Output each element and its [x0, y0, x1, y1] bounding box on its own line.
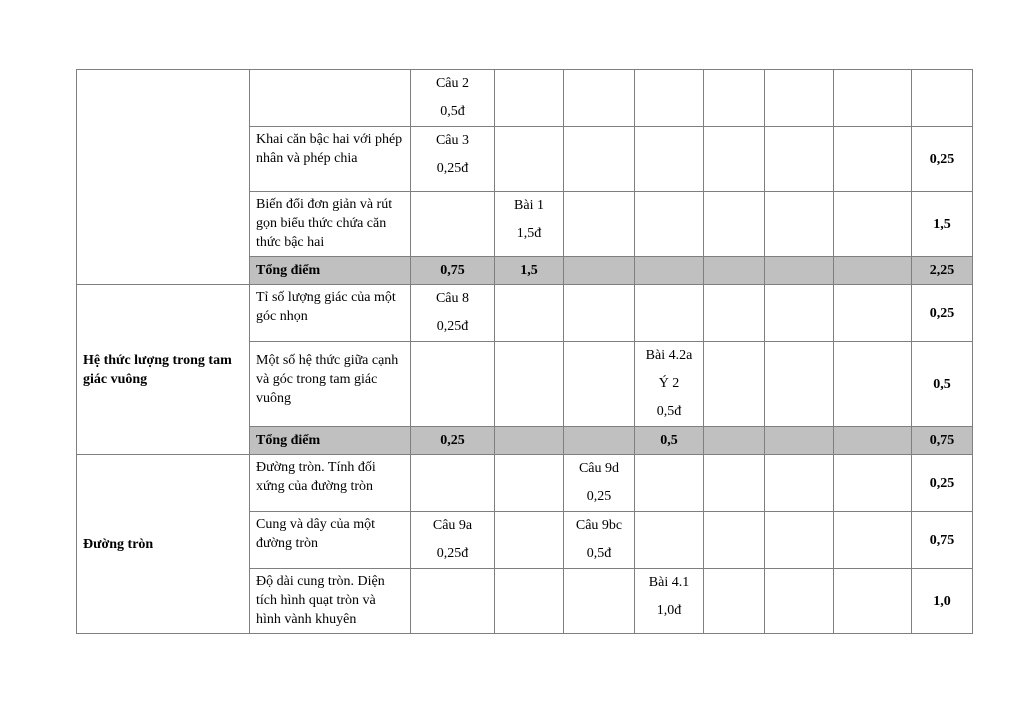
empty-cell — [834, 512, 912, 569]
empty-cell — [564, 70, 635, 127]
empty-cell — [834, 285, 912, 342]
question-points: 0,25 — [586, 489, 612, 504]
sum-label: Tổng điểm — [250, 427, 411, 455]
empty-cell — [834, 127, 912, 192]
empty-cell — [765, 427, 834, 455]
empty-cell — [765, 342, 834, 427]
empty-cell — [495, 512, 564, 569]
row-total: 1,0 — [912, 569, 973, 634]
empty-cell — [765, 127, 834, 192]
empty-cell — [765, 70, 834, 127]
question-cell — [564, 455, 635, 512]
empty-cell — [704, 192, 765, 257]
empty-cell — [704, 257, 765, 285]
empty-cell — [635, 512, 704, 569]
empty-cell — [834, 455, 912, 512]
question-label: Câu 9bc — [575, 518, 623, 533]
empty-cell — [564, 192, 635, 257]
question-label: Câu 8 — [435, 291, 470, 306]
empty-cell — [765, 285, 834, 342]
question-points: 1,5đ — [516, 226, 542, 241]
empty-cell — [564, 342, 635, 427]
empty-cell — [495, 569, 564, 634]
question-points: 0,25đ — [436, 161, 469, 176]
row-total: 0,75 — [912, 512, 973, 569]
topic-cell: Biến đổi đơn giản và rút gọn biểu thức chứa căn thức bậc hai — [250, 192, 411, 257]
sum-value — [495, 427, 564, 455]
sum-value: 1,5 — [495, 257, 564, 285]
empty-cell — [495, 127, 564, 192]
question-cell — [411, 70, 495, 127]
empty-cell — [495, 70, 564, 127]
sum-value — [635, 257, 704, 285]
empty-cell — [834, 192, 912, 257]
question-cell — [411, 512, 495, 569]
empty-cell — [765, 455, 834, 512]
empty-cell — [704, 285, 765, 342]
group-label — [77, 70, 250, 285]
question-points: 0,5đ — [586, 546, 612, 561]
group-label: Đường tròn — [77, 455, 250, 634]
empty-cell — [704, 512, 765, 569]
topic-cell: Độ dài cung tròn. Diện tích hình quạt tròn và hình vành khuyên — [250, 569, 411, 634]
empty-cell — [564, 285, 635, 342]
table-row — [77, 455, 973, 512]
question-cell — [635, 342, 704, 427]
empty-cell — [834, 257, 912, 285]
question-cell — [635, 569, 704, 634]
empty-cell — [495, 455, 564, 512]
empty-cell — [564, 569, 635, 634]
topic-cell: Cung và dây của một đường tròn — [250, 512, 411, 569]
empty-cell — [834, 342, 912, 427]
score-matrix-table — [76, 69, 973, 634]
empty-cell — [411, 455, 495, 512]
question-points: 0,25đ — [436, 319, 469, 334]
row-total — [912, 70, 973, 127]
question-label: Câu 9a — [432, 518, 473, 533]
empty-cell — [834, 569, 912, 634]
empty-cell — [765, 512, 834, 569]
sum-total: 2,25 — [912, 257, 973, 285]
sum-total: 0,75 — [912, 427, 973, 455]
topic-cell: Khai căn bậc hai với phép nhân và phép chia — [250, 127, 411, 192]
question-label: Câu 3 — [435, 133, 470, 148]
row-total: 0,25 — [912, 285, 973, 342]
sum-value — [564, 427, 635, 455]
empty-cell — [704, 127, 765, 192]
sum-value: 0,5 — [635, 427, 704, 455]
question-points: 0,5đ — [656, 404, 682, 419]
empty-cell — [411, 342, 495, 427]
empty-cell — [411, 569, 495, 634]
empty-cell — [704, 569, 765, 634]
topic-cell: Một số hệ thức giữa cạnh và góc trong tam giác vuông — [250, 342, 411, 427]
question-points: 1,0đ — [656, 603, 682, 618]
empty-cell — [765, 257, 834, 285]
question-cell — [411, 285, 495, 342]
sum-value: 0,75 — [411, 257, 495, 285]
empty-cell — [495, 342, 564, 427]
empty-cell — [765, 192, 834, 257]
empty-cell — [495, 285, 564, 342]
empty-cell — [704, 455, 765, 512]
question-label: Bài 1 — [514, 198, 544, 213]
empty-cell — [704, 342, 765, 427]
topic-cell: Tỉ số lượng giác của một góc nhọn — [250, 285, 411, 342]
empty-cell — [411, 192, 495, 257]
question-part: Ý 2 — [658, 376, 680, 391]
topic-cell: Đường tròn. Tính đối xứng của đường tròn — [250, 455, 411, 512]
sum-value — [564, 257, 635, 285]
sum-label: Tổng điểm — [250, 257, 411, 285]
row-total: 0,25 — [912, 127, 973, 192]
question-points: 0,5đ — [440, 104, 465, 119]
question-label: Câu 2 — [435, 76, 470, 91]
empty-cell — [635, 70, 704, 127]
question-cell — [564, 512, 635, 569]
empty-cell — [635, 127, 704, 192]
empty-cell — [635, 192, 704, 257]
question-label: Bài 4.2a — [645, 348, 693, 363]
empty-cell — [834, 70, 912, 127]
group-label: Hệ thức lượng trong tam giác vuông — [77, 285, 250, 455]
empty-cell — [765, 569, 834, 634]
topic-cell — [250, 70, 411, 127]
empty-cell — [635, 455, 704, 512]
table-row — [77, 70, 973, 127]
row-total: 0,25 — [912, 455, 973, 512]
empty-cell — [704, 427, 765, 455]
question-label: Bài 4.1 — [648, 575, 690, 590]
empty-cell — [834, 427, 912, 455]
empty-cell — [704, 70, 765, 127]
sum-value: 0,25 — [411, 427, 495, 455]
table-row — [77, 285, 973, 342]
question-cell — [411, 127, 495, 192]
question-label: Câu 9d — [578, 461, 620, 476]
row-total: 1,5 — [912, 192, 973, 257]
empty-cell — [635, 285, 704, 342]
question-points: 0,25đ — [436, 546, 469, 561]
row-total: 0,5 — [912, 342, 973, 427]
empty-cell — [564, 127, 635, 192]
question-cell — [495, 192, 564, 257]
